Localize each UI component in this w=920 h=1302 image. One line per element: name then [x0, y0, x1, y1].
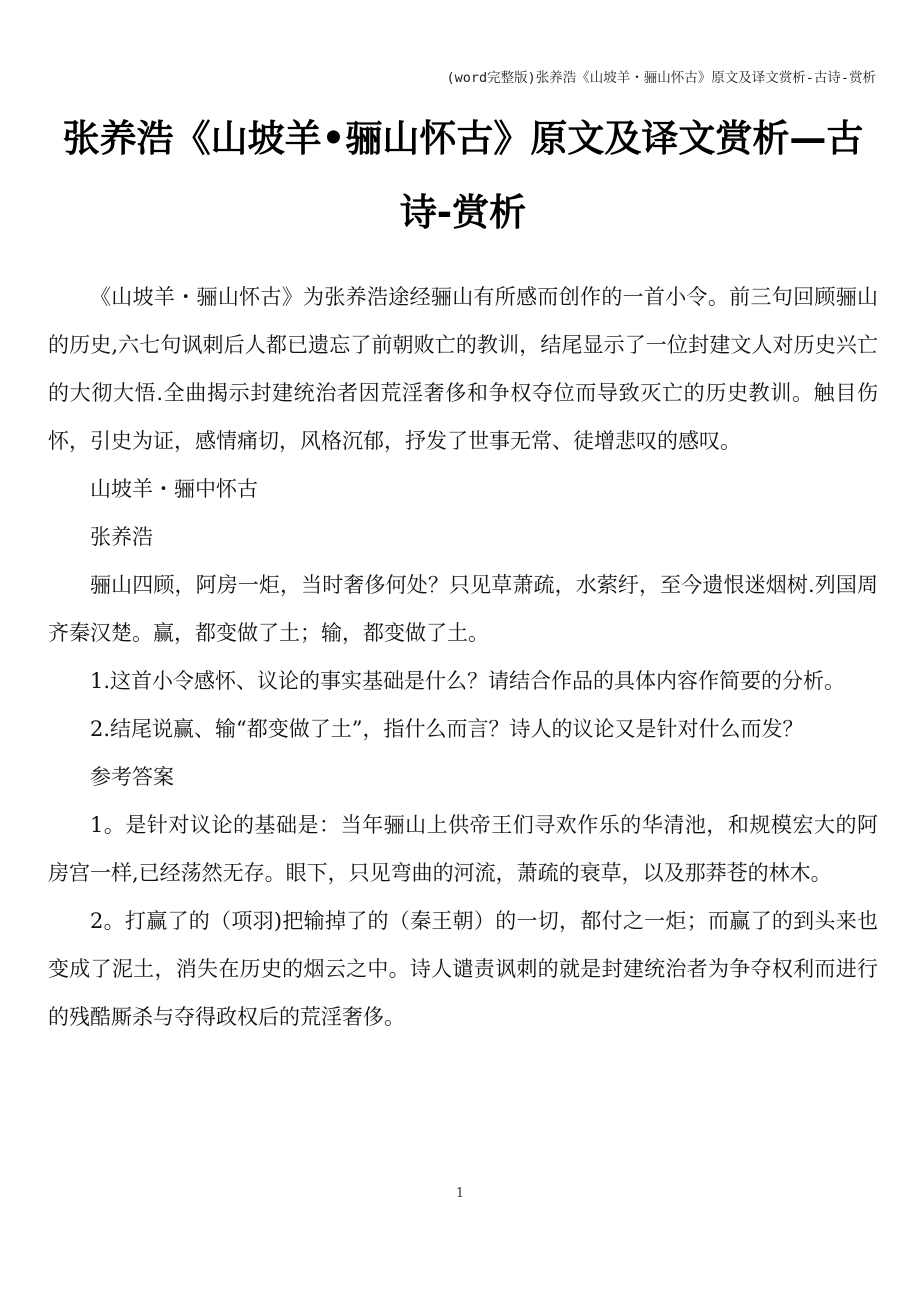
poem-title: 山坡羊・骊中怀古	[90, 477, 258, 501]
answer-2: 2。打赢了的（项羽)把输掉了的（秦王朝）的一切，都付之一炬；而赢了的到头来也变成了泥土，消失在历史的烟云之中。诗人谴责讽刺的就是封建统治者为争夺权利而进行的残酷厮杀与夺得政权后的荒淫奢侈。	[48, 909, 878, 1029]
page-header: (word完整版)张养浩《山坡羊・骊山怀古》原文及译文赏析-古诗-赏析	[446, 70, 876, 86]
poem-author: 张养浩	[90, 525, 153, 549]
answer-heading: 参考答案	[90, 765, 174, 789]
document-title: 张养浩《山坡羊•骊山怀古》原文及译文赏析—古诗-赏析	[62, 117, 864, 234]
poem-text: 骊山四顾，阿房一炬，当时奢侈何处？只见草萧疏，水萦纡，至今遗恨迷烟树.列国周齐秦汉楚。赢，都变做了土；输，都变做了土。	[48, 573, 878, 645]
document-body	[48, 273, 878, 1041]
question-1: 1.这首小令感怀、议论的事实基础是什么？请结合作品的具体内容作简要的分析。	[90, 669, 846, 693]
paragraph-intro: 《山坡羊・骊山怀古》为张养浩途经骊山有所感而创作的一首小令。前三句回顾骊山的历史,六七句讽刺后人都已遗忘了前朝败亡的教训，结尾显示了一位封建文人对历史兴亡的大彻大悟.全曲揭示封建统治者因荒淫奢侈和争权夺位而导致灭亡的历史教训。触目伤怀，引史为证，感情痛切，风格沉郁，抒发了世事无常、徒增悲叹的感叹。	[48, 285, 878, 453]
question-2: 2.结尾说赢、输“都变做了土”，指什么而言？诗人的议论又是针对什么而发？	[90, 717, 804, 741]
answer-1: 1。是针对议论的基础是：当年骊山上供帝王们寻欢作乐的华清池，和规模宏大的阿房宫一样,已经荡然无存。眼下，只见弯曲的河流，萧疏的衰草，以及那莽苍的林木。	[48, 813, 878, 885]
page-number: 1	[455, 1186, 465, 1201]
